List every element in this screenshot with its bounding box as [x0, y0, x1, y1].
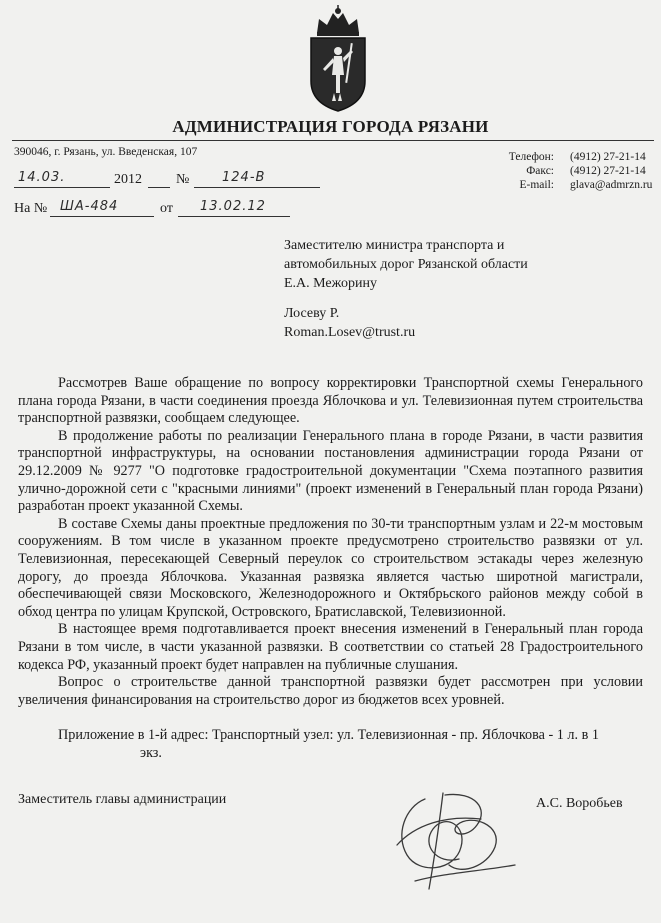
letter-body — [18, 375, 643, 709]
body-paragraph: В настоящее время подготавливается проект внесения изменений в Генеральный план города Рязани в том числе, в части указанной развязки. В соответствии со статьей 28 Градостроительного кодекса РФ, указанный проект будет направлен на публичные слушания. — [18, 621, 643, 673]
addressee-ministry: Заместителю министра транспорта и автомобильных дорог Рязанской области Е.А. Межорину — [284, 238, 528, 291]
contact-email: E-mail: glava@admrzn.ru — [519, 179, 653, 191]
contact-fax: Факс: (4912) 27-21-14 — [526, 165, 646, 177]
year-underline — [148, 187, 170, 188]
handwritten-signature — [385, 785, 525, 900]
reply-to-prefix: На № — [14, 201, 48, 216]
signatory-name: А.С. Воробьев — [536, 796, 623, 811]
contact-block — [494, 150, 652, 192]
coat-of-arms-emblem — [305, 5, 371, 113]
header-divider — [12, 140, 654, 141]
date-underline — [14, 187, 110, 188]
outgoing-year: 2012 — [114, 172, 142, 187]
organization-title: АДМИНИСТРАЦИЯ ГОРОДА РЯЗАНИ — [172, 117, 489, 136]
signatory-title: Заместитель главы администрации — [18, 792, 227, 807]
outgoing-date-handwritten: 14.03. — [18, 170, 66, 185]
attachment-copies: экз. — [140, 745, 162, 761]
number-underline — [194, 187, 320, 188]
reply-number-handwritten: ША-484 — [60, 199, 119, 214]
body-paragraph: Рассмотрев Ваше обращение по вопросу корректировки Транспортной схемы Генерального плана города Рязани, в части соединения проезда Яблочкова и ул. Телевизионная путем строительства транспортной развязки, сообщаем следующее. — [18, 375, 643, 427]
contact-phone: Телефон: (4912) 27-21-14 — [508, 151, 646, 163]
reply-number-underline — [50, 216, 154, 217]
attachment-line: Приложение в 1-й адрес: Транспортный узел: ул. Телевизионная - пр. Яблочкова - 1 л. в 1 — [58, 727, 599, 743]
reply-from-label: от — [160, 201, 173, 216]
body-paragraph: В продолжение работы по реализации Генерального плана в городе Рязани, в части развития транспортной инфраструктуры, на основании постановления администрации города Рязани от 29.12.2009 № 9277 "О подготовке градостроительной документации "Схема поэтапного развития улично-дорожной сети с "красными линиями" (проект изменений в Генеральный план города Рязани) разработан проект указанной Схемы. — [18, 427, 643, 515]
outgoing-number-sign: № — [176, 172, 190, 187]
body-paragraph: Вопрос о строительстве данной транспортной развязки будет рассмотрен при условии увеличения финансирования на строительство дорог из бюджетов всех уровней. — [18, 674, 643, 708]
outgoing-number-handwritten: 124-В — [222, 170, 266, 185]
body-paragraph: В составе Схемы даны проектные предложения по 30-ти транспортным узлам и 22-м мостовым сооружениям. В том числе в указанном проекте предусмотрено строительство развязки от ул. Телевизионная, пересекающей Северный переулок со строительством эстакады через железную дорогу, до проезда Яблочкова. Указанная развязка является частью широтной магистрали, обеспечивающей связи Московского, Железнодорожного и Октябрьского районов между собой в обход центра по улицам Крупской, Островского, Братиславской, Телевизионной. — [18, 515, 643, 620]
organization-address: 390046, г. Рязань, ул. Введенская, 107 — [14, 146, 198, 158]
addressee-losev: Лосеву Р. Roman.Losev@trust.ru — [284, 306, 416, 340]
reply-date-underline — [178, 216, 290, 217]
reply-date-handwritten: 13.02.12 — [200, 199, 266, 214]
